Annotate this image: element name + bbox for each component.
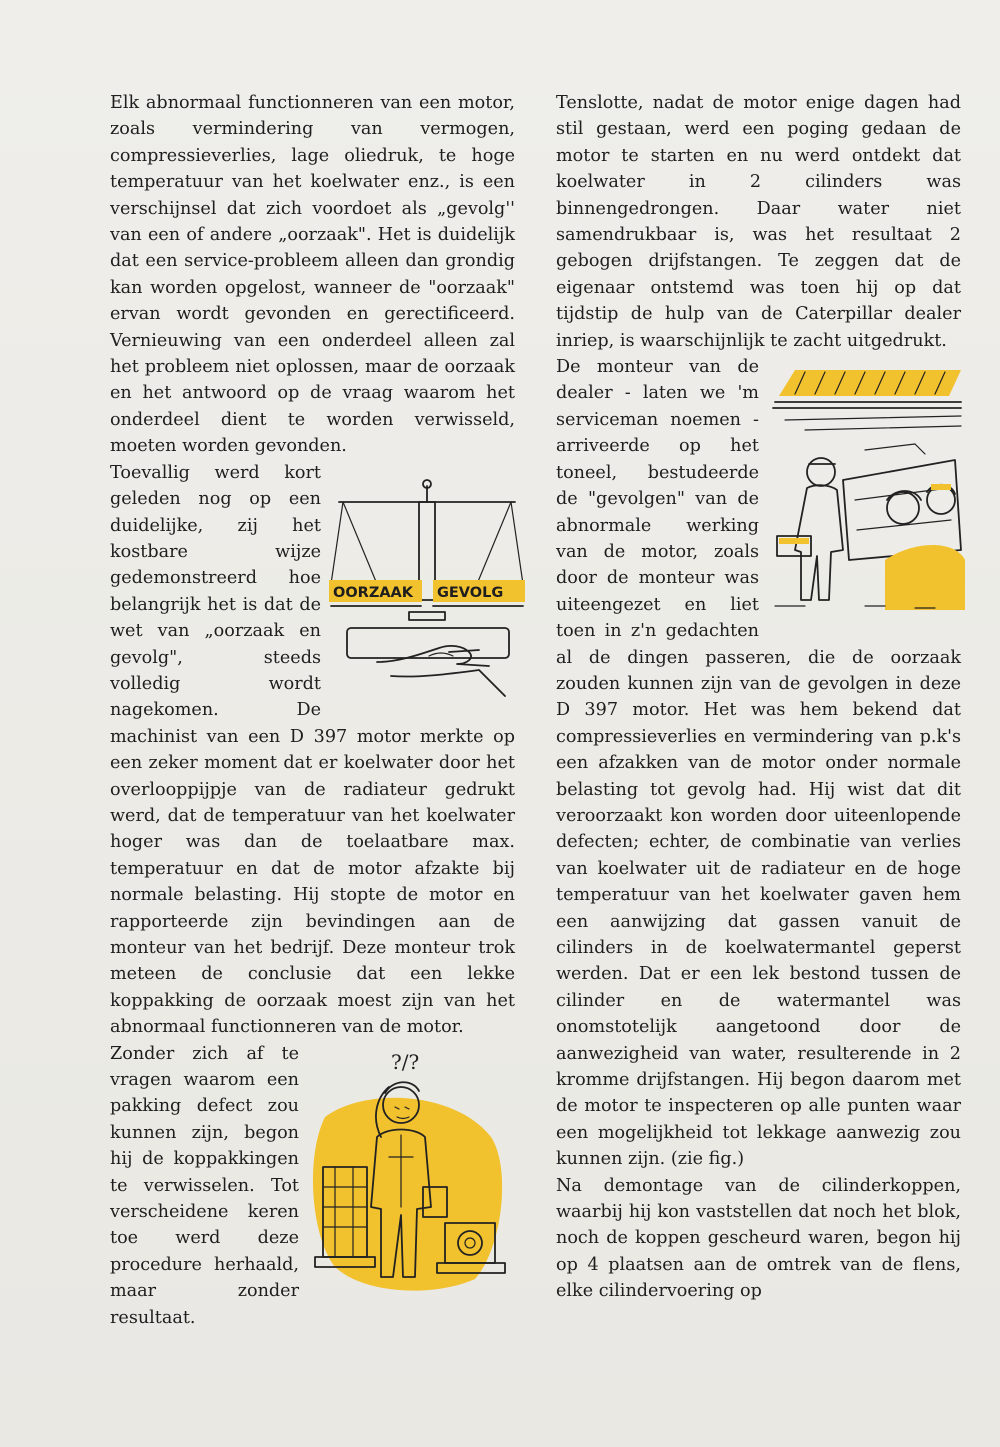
right-paragraph-2: De monteur van de dealer - laten we 'm serviceman noemen - arriveerde op het toneel, bestudeerde de "gevolgen" van de abnormale werking van de motor, zoals door de monteur was uiteengezet en liet toen in z'n gedachten al de dingen passeren, die de oorzaak zouden kunnen zijn van de gevolgen in deze D 397 motor. Het was hem bekend dat compressieverlies en vermindering van p.k's een afzakken van de motor onder normale belasting tot gevolg had. Hij wist dat dit veroorzaakt kon worden door uiteenlopende defecten; echter, de combinatie van verlies van koelwater uit de radiateur en de hoge temperatuur van het koelwater gaven hem een aanwijzing dat gassen vanuit de cilinders in de koelwatermantel geperst werden. Dat er een lek bestond tussen de cilinder en de watermantel was onomstotelijk aangetoond door de aanwezigheid van water, resulterende in 2 kromme drijfstangen. Hij begon daarom met de motor te inspecteren op alle punten waar een mogelijkheid tot lekkage aanwezig zou kunnen zijn. (zie fig.) bbox=[556, 357, 961, 1170]
question-marks: ?/? bbox=[391, 1049, 420, 1074]
left-paragraph-2: Toevallig werd kort geleden nog op een duidelijke, zij het kostbare wijze gedemonstreerd hoe belangrijk het is dat de wet van „oorzaak en gevolg", steeds volledig wordt nagekomen. De machinist van een D 397 motor merkte op een zeker moment dat er koelwater door het overlooppijpje van de radiateur gedrukt werd, dat de temperatuur van het koelwater hoger was dan de toelaatbare max. temperatuur en dat de motor afzakte bij normale belasting. Hij stopte de motor en rapporteerde zijn bevindingen aan de monteur van het bedrijf. Deze monteur trok meteen de conclusie dat een lekke koppakking de oorzaak moest zijn van het abnormaal functionneren van de motor. bbox=[110, 462, 515, 1038]
puzzled-mechanic-illustration bbox=[305, 1047, 515, 1299]
right-paragraph-1: Tenslotte, nadat de motor enige dagen had stil gestaan, werd een poging gedaan de motor te starten en nu werd ontdekt dat koelwater in 2 cilinders was binnengedrongen. Daar water niet samendrukbaar is, was het resultaat 2 gebogen drijfstangen. Te zeggen dat de eigenaar ontstemd was toen hij op dat tijdstip de hulp van de Caterpillar dealer inriep, is waarschijnlijk te zacht uitgedrukt. bbox=[556, 93, 961, 351]
scale-illustration bbox=[329, 466, 525, 712]
right-paragraph-3: Na demontage van de cilinderkoppen, waarbij hij kon vaststellen dat noch het blok, noch de koppen gescheurd waren, begon hij op 4 plaatsen aan de omtrek van de flens, elke cilindervoering op bbox=[556, 1175, 961, 1302]
right-column bbox=[556, 90, 961, 1305]
left-paragraph-1: Elk abnormaal functionneren van een motor, zoals vermindering van vermogen, compressieverlies, lage oliedruk, te hoge temperatuur van het koelwater enz., is een verschijnsel dat zich voordoet als „gevolg'' van een of andere „oorzaak". Het is duidelijk dat een service-probleem alleen dan grondig kan worden opgelost, wanneer de "oorzaak" ervan wordt gevonden en gerectificeerd. Vernieuwing van een onderdeel alleen zal het probleem niet oplossen, maar de oorzaak en het antwoord op de vraag waarom het onderdeel dient te worden verwisseld, moeten worden gevonden. bbox=[110, 93, 515, 457]
serviceman-illustration bbox=[765, 360, 965, 620]
scale-label-oorzaak: OORZAAK bbox=[333, 584, 414, 601]
scale-label-gevolg: GEVOLG bbox=[437, 584, 504, 601]
left-column bbox=[110, 90, 515, 1331]
left-paragraph-3: Zonder zich af te vragen waarom een pakking defect zou kunnen zijn, begon hij de koppakkingen te verwisselen. Tot verscheidene keren toe werd deze procedure herhaald, maar zonder resultaat. bbox=[110, 1043, 299, 1328]
